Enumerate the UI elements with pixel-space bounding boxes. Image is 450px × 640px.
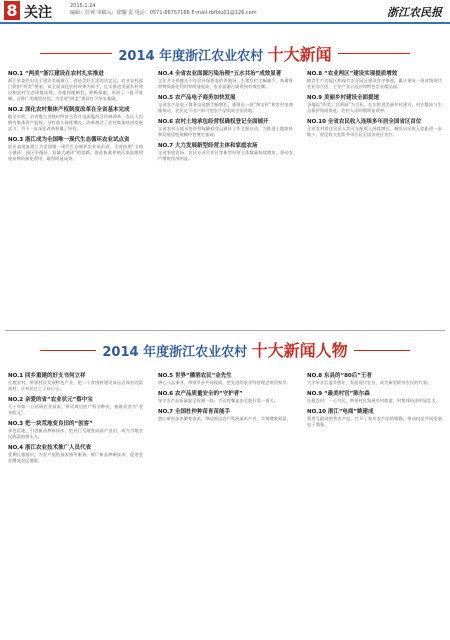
people-item	[8, 444, 143, 464]
people-title: NO.6 农产品质量安全的“守护者”	[158, 391, 243, 397]
newspaper-logo: 浙江农民报	[387, 6, 442, 19]
news-item	[158, 94, 293, 114]
people-title: NO.7 全国杜仲种苗育苗能手	[158, 409, 230, 415]
people-item	[8, 372, 143, 392]
news-body: 全年共关停搬迁不符合环保要求的养殖场，生猪存栏大幅减少，畜禽排泄物资源化利用率明显提高，农业面源污染得到有效控制。	[158, 78, 293, 89]
section-title: 关注	[24, 5, 52, 21]
people-item	[307, 372, 442, 386]
people-title: NO.8 东县的“80后”王者	[307, 373, 372, 379]
people-title: NO.9 “最美村官”陈尔森	[307, 391, 370, 397]
people-headline-highlight: 十大新闻人物	[251, 341, 348, 360]
news-headline-band	[0, 42, 450, 64]
news-title: NO.6 农村土地承包经营权确权登记全面铺开	[158, 119, 269, 125]
people-title: NO.2 亲爱的省“农业状元”蔡中宝	[8, 397, 93, 403]
page-number: 8	[4, 1, 20, 20]
people-headline-prefix: 2014 年度浙江农业农村	[102, 345, 248, 360]
news-body: 浙江省委作出关于建设美丽浙江、创造美好生活的决定后，农业农村部门紧扣“两美”要求，以全面深化农村改革为抓手，扎实推进美丽乡村建设和农村生态环境治理。各地因地制宜，积极探索，形成了一批可复制、可推广的典型经验，为全省“两美”建设打下坚实基础。	[8, 78, 143, 101]
news-item	[8, 106, 143, 132]
section-divider	[5, 330, 445, 331]
news-body: 全省农产品电子商务交易额大幅增长，涌现出一批“淘宝村”和农村电商服务站，农民足不出户即可把农产品卖向全国各地。	[158, 102, 293, 113]
news-item	[307, 70, 442, 90]
news-item	[158, 142, 293, 162]
people-item	[158, 408, 293, 422]
people-item	[158, 372, 293, 386]
news-body: 全省农村常住居民人均可支配收入持续增长，城乡居民收入差距进一步缩小，农民收入连续多年位居全国各省区首位。	[307, 126, 442, 137]
news-title: NO.7 大力发展新型经营主体和家庭农场	[158, 143, 258, 149]
page-header	[0, 0, 450, 24]
news-item	[8, 70, 143, 102]
news-headline-prefix: 2014 年度浙江农业农村	[118, 49, 264, 64]
people-item	[307, 390, 442, 404]
news-title: NO.10 全省农民收入连续多年居全国省区首位	[307, 119, 422, 125]
news-item	[307, 118, 442, 138]
news-title: NO.8 “农业两区”建设实现提质增效	[307, 71, 398, 77]
news-item	[307, 94, 442, 114]
people-item	[8, 396, 143, 416]
people-body: 热心公益事业，带领乡亲共同致富，把先进的农业经营理念带回家乡。	[158, 380, 291, 385]
news-title: NO.2 深化农村集体产权制度改革在全省基本完成	[8, 107, 130, 113]
people-body: 坚守农产品质量安全检测一线，为百姓餐桌安全把好第一道关。	[158, 398, 279, 403]
people-column-1	[8, 372, 143, 468]
people-item	[158, 390, 293, 404]
people-body: 潜心研究苗木繁育技术，带动周边农户发展苗木产业，实现增收致富。	[158, 416, 291, 421]
people-item	[307, 408, 442, 428]
people-headline-band	[0, 338, 450, 362]
people-body: 大学毕业后返乡创业，发展现代农业，成为新型职业农民的代表。	[307, 380, 432, 385]
header-meta	[70, 3, 257, 17]
people-column-2	[158, 372, 293, 426]
news-title: NO.1 “两美”浙江建设在农村扎实推进	[8, 71, 104, 77]
people-title: NO.4 浙江农业技术推广人员代表	[8, 445, 91, 451]
news-body: 各地以“四美三宜两园”为目标，扎实推进美丽乡村建设，村庄整治与生态保护协同推进，农村人居环境明显改善。	[307, 102, 442, 113]
people-body: 长期扎根基层，为农户提供技术指导服务，推广新品种新技术，促进农业增效农民增收。	[8, 452, 143, 463]
news-item	[8, 136, 143, 162]
people-title: NO.1 回乡重建的好支书何立祥	[8, 373, 86, 379]
people-body: 几十年如一日钻研农业技术，带动周边农户科学种田，被群众誉为“农业状元”。	[8, 404, 143, 415]
issue-date: 2015.1.24	[70, 3, 96, 9]
news-body: 农业部批复浙江为全国唯一现代生态循环农业试点省，全省按照“主体小循环、园区中循环、县域大循环”的思路，推进畜禽养殖污染治理和废弃物资源化利用，取得明显成效。	[8, 144, 143, 161]
news-column-1	[8, 70, 143, 166]
news-body: 全省家庭农场、农民专业合作社等新型经营主体数量持续增加，带动农户增收作用明显。	[158, 150, 293, 161]
people-body: 利用互联网销售农产品，打开了家乡农产品的销路，带动村民共同发展电子商务。	[307, 416, 442, 427]
news-body: 全省农村土地承包经营权确权登记颁证工作全面启动，为推进土地流转和发展适度规模经营奠定基础。	[158, 126, 293, 137]
news-column-3	[307, 70, 442, 142]
news-headline	[112, 42, 337, 65]
people-title: NO.10 浙江“电商”姚建成	[307, 409, 374, 415]
news-body: 截至年底，全省绝大多数村经济合作社完成股份合作制改革，农民人均拥有集体资产股权，分红收入持续增长。改革激活了农村集体经济发展活力，为下一步深化改革积累了经验。	[8, 114, 143, 131]
news-column-2	[158, 70, 293, 166]
news-title: NO.9 美丽乡村建设全面提速	[307, 95, 379, 101]
news-body: 粮食生产功能区和现代农业园区建设有序推进，累计建成一批省级现代农业综合区、主导产业示范区和特色农业精品园。	[307, 78, 442, 89]
editor-line: 编辑：任钟 审稿人：徐耀 责 电话：0571-86757165 E-mail:rbfhlu01@126.com	[70, 10, 257, 16]
news-title: NO.5 农产品电子商务加快发展	[158, 95, 236, 101]
news-title: NO.3 浙江成为全国唯一现代生态循环农业试点省	[8, 137, 130, 143]
news-headline-highlight: 十大新闻	[267, 45, 332, 64]
news-title: NO.4 全省农业面源污染治理“五水共治”成效显著	[158, 71, 282, 77]
people-title: NO.5 世界“播洒农民”金先生	[158, 373, 232, 379]
news-item	[158, 70, 293, 90]
people-item	[8, 420, 143, 440]
people-headline	[96, 338, 353, 361]
people-body: 扎根农村，一心为民，带领村民发展乡村旅游，村集体经济明显壮大。	[307, 398, 440, 403]
people-body: 扎根农村，带领村民发展特色产业，把一个贫困村建设成远近闻名的富裕村，让村民过上了好日子。	[8, 380, 143, 391]
news-item	[158, 118, 293, 138]
people-body: 承包荒地，引进新品种新技术，把昔日荒地变成高产良田，成为当地农民致富的带头人。	[8, 428, 143, 439]
people-title: NO.3 把一块荒地变良田的“创客”	[8, 421, 93, 427]
people-column-3	[307, 372, 442, 432]
